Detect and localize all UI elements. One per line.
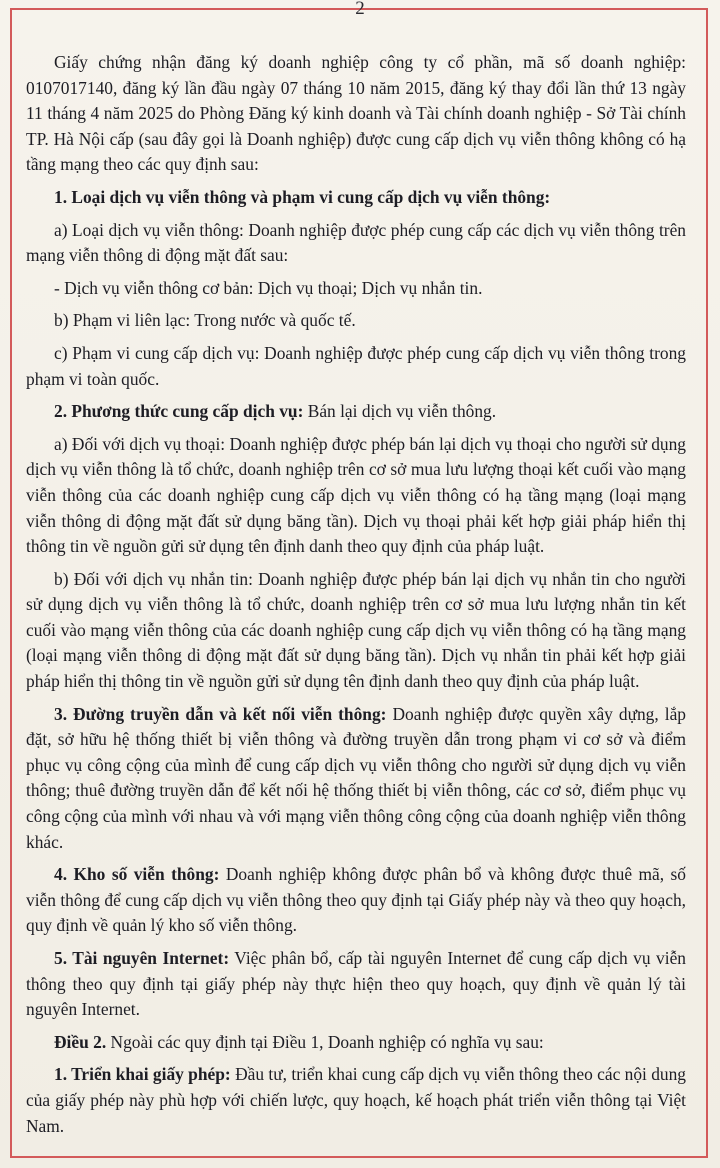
article-2-title: Điều 2. [54,1031,107,1052]
section-3-paragraph [26,702,686,856]
section-5-title: 5. Tài nguyên Internet: [54,948,230,968]
section-3-title: 3. Đường truyền dẫn và kết nối viễn thông: [54,703,387,724]
section-2-title: 2. Phương thức cung cấp dịch vụ: [54,401,304,422]
article-2-text: Ngoài các quy định tại Điều 1, Doanh nghiệp có nghĩa vụ sau: [106,1031,544,1052]
section-1-heading [26,185,686,211]
section-5-paragraph [26,946,686,1023]
section-2-title-rest: Bán lại dịch vụ viễn thông. [303,401,497,422]
section-1b-paragraph: b) Phạm vi liên lạc: Trong nước và quốc tế. [54,310,356,331]
document-body [26,50,686,1146]
page-number: 2 [355,0,365,19]
article-2-item-1-text: Đầu tư, triển khai cung cấp dịch vụ viễn thông theo các nội dung của giấy phép này phù hợp với chiến lược, quy hoạch, kế hoạch phát triển viễn thông tại Việt Nam. [26,1064,686,1136]
section-4-title: 4. Kho số viễn thông: [54,864,220,885]
intro-paragraph: Giấy chứng nhận đăng ký doanh nghiệp công ty cổ phần, mã số doanh nghiệp: 0107017140, đăng ký lần đầu ngày 07 tháng 10 năm 2015, đăng ký thay đổi lần thứ 13 ngày 11 tháng 4 năm 2025 do Phòng Đăng ký kinh doanh và Tài chính doanh nghiệp - Sở Tài chính TP. Hà Nội cấp (sau đây gọi là Doanh nghiệp) được cung cấp dịch vụ viễn thông không có hạ tầng mạng theo các quy định sau: [26,52,686,175]
section-1a-list-item: - Dịch vụ viễn thông cơ bản: Dịch vụ thoại; Dịch vụ nhắn tin. [54,277,483,298]
article-2-item-1-paragraph [26,1062,686,1139]
section-2b-paragraph: b) Đối với dịch vụ nhắn tin: Doanh nghiệp được phép bán lại dịch vụ nhắn tin cho người sử dụng dịch vụ viễn thông là tổ chức, doanh nghiệp trên cơ sở mua lưu lượng nhắn tin kết cuối vào mạng viễn thông của các doanh nghiệp cung cấp dịch vụ viễn thông có hạ tầng mạng (loại mạng viễn thông di động mặt đất sử dụng băng tần). Dịch vụ nhắn tin phải kết hợp giải pháp hiển thị thông tin về nguồn gửi sử dụng tên định danh theo quy định của pháp luật. [26,568,686,692]
section-1-title: 1. Loại dịch vụ viễn thông và phạm vi cung cấp dịch vụ viễn thông: [54,186,551,207]
article-2-item-1-title: 1. Triển khai giấy phép: [54,1064,231,1085]
article-2-paragraph [26,1030,686,1056]
section-3-text: Doanh nghiệp được quyền xây dựng, lắp đặt, sở hữu hệ thống thiết bị viễn thông và đường truyền dẫn trong phạm vi cơ sở và điểm phục vụ công cộng của mình để cung cấp dịch vụ viễn thông cho người sử dụng dịch vụ viễn thông; thuê đường truyền dẫn để kết nối hệ thống thiết bị viễn thông, các cơ sở, điểm phục vụ công cộng của mình với nhau và với mạng viễn thông công cộng của doanh nghiệp viễn thông khác. [26,703,686,852]
section-1a-paragraph: a) Loại dịch vụ viễn thông: Doanh nghiệp được phép cung cấp các dịch vụ viễn thông trên mạng viễn thông di động mặt đất sau: [26,219,686,266]
section-4-text: Doanh nghiệp không được phân bổ và không được thuê mã, số viễn thông để cung cấp dịch vụ viễn thông theo quy định tại Giấy phép này và theo quy hoạch, quy định về quản lý kho số viễn thông. [26,864,687,936]
section-2-heading [26,399,686,425]
section-4-paragraph [26,862,686,939]
section-5-text: Việc phân bổ, cấp tài nguyên Internet để cung cấp dịch vụ viễn thông theo quy định tại giấy phép này thực hiện theo quy hoạch, quy định về quản lý tài nguyên Internet. [26,948,686,1020]
section-2a-paragraph: a) Đối với dịch vụ thoại: Doanh nghiệp được phép bán lại dịch vụ thoại cho người sử dụng dịch vụ viễn thông là tổ chức, doanh nghiệp trên cơ sở mua lưu lượng thoại kết cuối vào mạng viễn thông của các doanh nghiệp cung cấp dịch vụ viễn thông có hạ tầng mạng (loại mạng viễn thông di động mặt đất sử dụng băng tần). Dịch vụ thoại phải kết hợp giải pháp hiển thị thông tin về nguồn gửi sử dụng tên định danh theo quy định của pháp luật. [26,433,686,557]
section-1c-paragraph: c) Phạm vi cung cấp dịch vụ: Doanh nghiệp được phép cung cấp dịch vụ viễn thông trong phạm vi toàn quốc. [26,342,686,389]
